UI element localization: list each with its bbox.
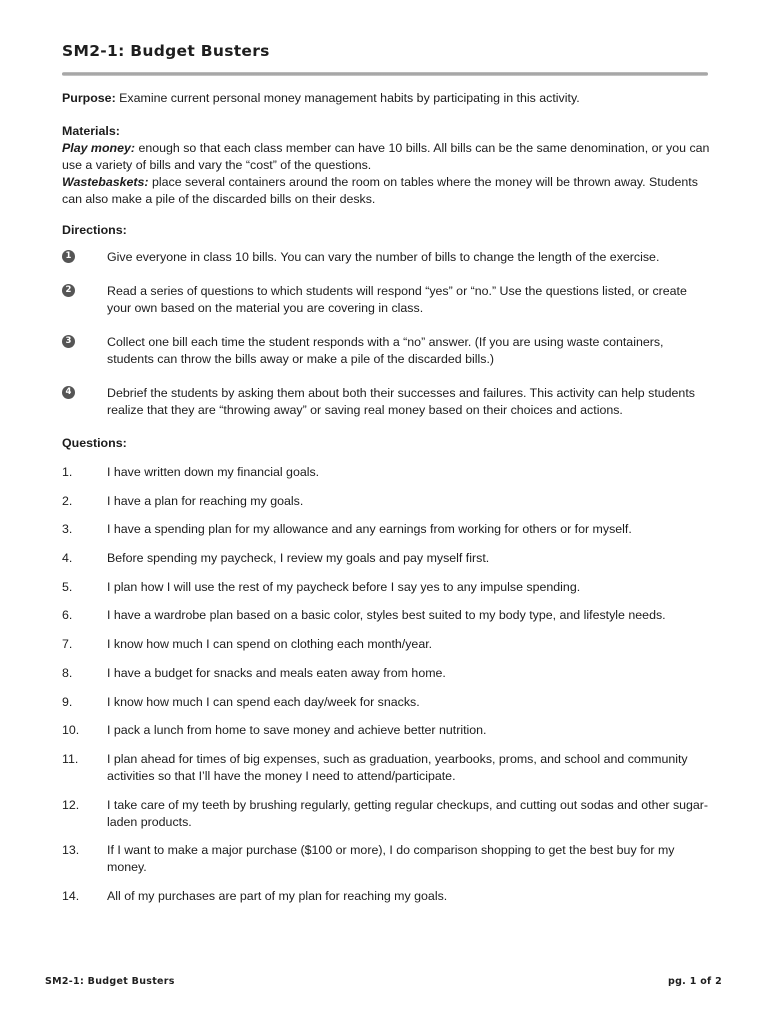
materials-heading: Materials: [62,124,120,138]
question-number: 2. [62,493,73,508]
directions-section [62,222,710,419]
question-item [62,550,710,567]
question-text: I have a wardrobe plan based on a basic color, styles best suited to my body type, and lifestyle needs. [107,608,666,623]
document-body [62,90,710,905]
direction-item [62,283,710,317]
question-number: 12. [62,797,80,812]
question-item [62,694,710,711]
question-number: 1. [62,465,73,479]
question-number: 10. [62,723,80,738]
directions-heading: Directions: [62,223,127,237]
direction-text: Give everyone in class 10 bills. You can vary the number of bills to change the length of the exercise. [107,250,660,264]
question-item [62,607,710,624]
direction-item [62,249,710,266]
question-text: I plan ahead for times of big expenses, such as graduation, yearbooks, proms, and school and community activities so that I’ll have the money I need to attend/participate. [107,751,688,783]
step-number-icon: 4 [62,386,75,399]
question-item [62,493,710,510]
question-number: 8. [62,665,73,680]
question-text: I have a spending plan for my allowance and any earnings from working for others or for myself. [107,522,632,537]
question-item [62,797,710,831]
question-number: 5. [62,579,73,594]
question-text: Before spending my paycheck, I review my goals and pay myself first. [107,551,490,566]
wastebaskets-label: Wastebaskets: [62,175,149,189]
purpose-label: Purpose: [62,91,116,105]
play-money-label: Play money: [62,141,135,155]
direction-item [62,334,710,368]
step-number-icon: 2 [62,284,75,297]
question-number: 11. [62,751,79,766]
direction-item [62,385,710,419]
direction-text: Collect one bill each time the student responds with a “no” answer. (If you are using waste containers, students can throw the bills away or make a pile of the discarded bills.) [107,335,664,366]
question-text: I have a budget for snacks and meals eaten away from home. [107,665,446,680]
direction-text: Read a series of questions to which students will respond “yes” or “no.” Use the questions listed, or create your own based on the material you are covering in class. [107,284,687,315]
questions-section [62,435,710,905]
question-text: I know how much I can spend on clothing each month/year. [107,637,433,652]
title-divider [62,72,708,76]
question-item [62,665,710,682]
question-number: 9. [62,694,73,709]
question-text: I take care of my teeth by brushing regularly, getting regular checkups, and cutting out sodas and other sugar-laden products. [107,797,709,829]
play-money-paragraph [62,140,710,174]
wastebaskets-paragraph [62,174,710,208]
question-text: I know how much I can spend each day/week for snacks. [107,694,420,709]
step-number-icon: 3 [62,335,75,348]
question-item [62,722,710,739]
purpose-text: Examine current personal money management habits by participating in this activity. [115,91,580,105]
question-item [62,636,710,653]
play-money-text: enough so that each class member can have 10 bills. All bills can be the same denomination, or you can use a variety of bills and vary the “cost” of the questions. [62,141,710,172]
question-item [62,464,710,481]
question-number: 3. [62,522,73,537]
question-item [62,579,710,596]
wastebaskets-text: place several containers around the room on tables where the money will be thrown away. Students can also make a pile of the discarded bills on their desks. [62,175,698,206]
question-number: 6. [62,608,73,623]
question-text: I have written down my financial goals. [107,465,320,479]
question-number: 4. [62,551,73,566]
step-number-icon: 1 [62,250,75,263]
questions-heading: Questions: [62,436,127,450]
direction-text: Debrief the students by asking them about both their successes and failures. This activity can help students realize that they are “throwing away” or saving real money based on their choices and actions. [107,386,695,417]
question-number: 14. [62,888,80,903]
question-number: 7. [62,637,73,652]
footer-title: SM2-1: Budget Busters [45,976,175,987]
question-number: 13. [62,843,80,858]
question-text: I pack a lunch from home to save money and achieve better nutrition. [107,723,487,738]
page-number: pg. 1 of 2 [667,976,722,987]
question-item [62,521,710,538]
question-text: I have a plan for reaching my goals. [107,493,304,508]
question-text: All of my purchases are part of my plan for reaching my goals. [107,888,448,903]
question-item [62,751,710,785]
question-text: I plan how I will use the rest of my paycheck before I say yes to any impulse spending. [107,579,581,594]
page-title: SM2-1: Budget Busters [62,42,270,60]
question-item [62,842,710,876]
purpose-paragraph [62,90,710,107]
question-item [62,888,710,905]
question-text: If I want to make a major purchase ($100 or more), I do comparison shopping to get the best buy for my money. [107,843,675,875]
